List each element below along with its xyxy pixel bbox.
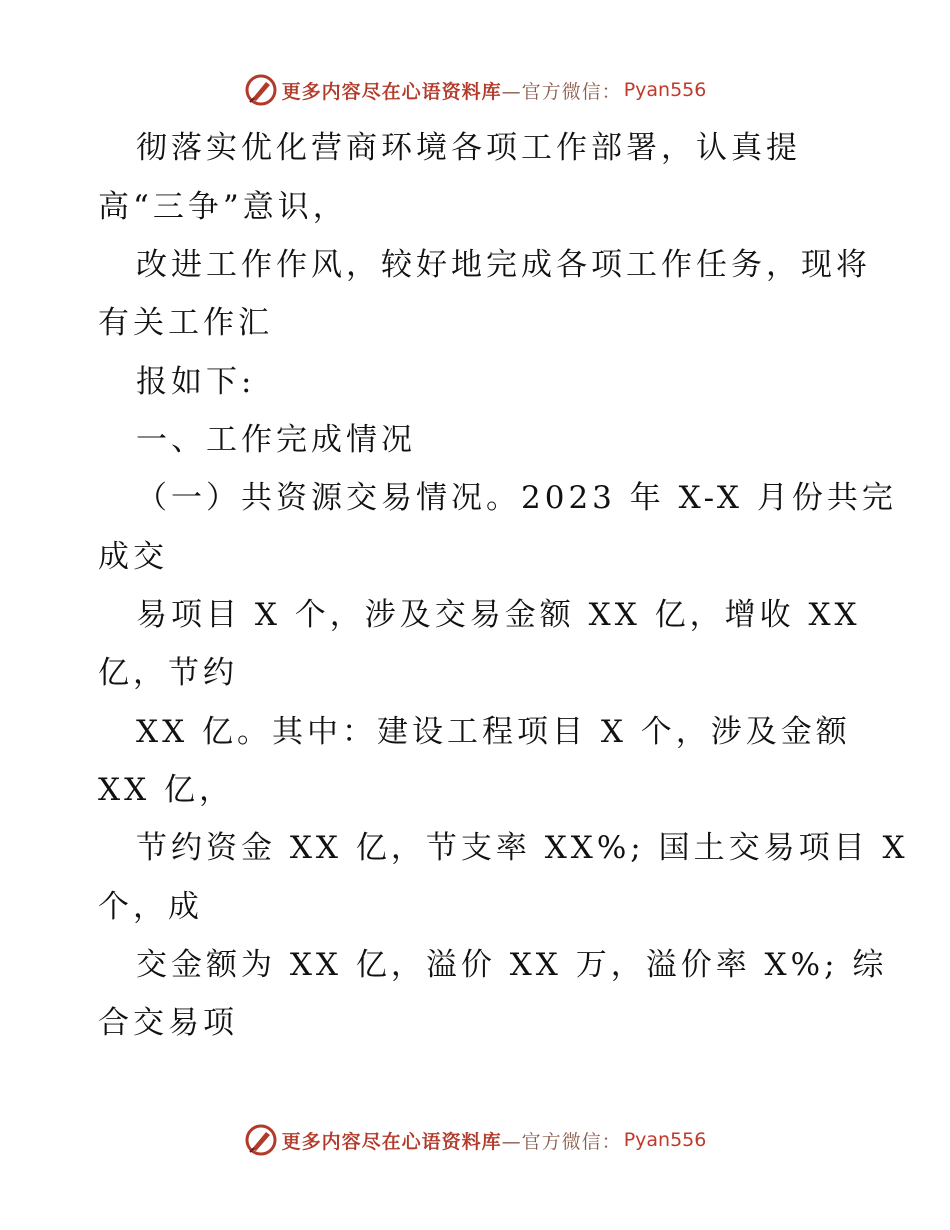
text-line: 交金额为 XX 亿，溢价 XX 万，溢价率 X%; 综 — [136, 947, 888, 983]
banner-wechat-id: Pyan556 — [623, 79, 707, 101]
header-banner — [0, 70, 950, 110]
footer-banner — [0, 1120, 950, 1160]
text-line: 个，成 — [98, 889, 203, 925]
text-line: 成交 — [98, 539, 168, 575]
text-line: 亿，节约 — [98, 655, 238, 691]
text-line: （一）共资源交易情况。2023 年 X-X 月份共完 — [136, 480, 897, 516]
text-line: 彻落实优化营商环境各项工作部署，认真提 — [136, 130, 801, 166]
banner-main-text: 更多内容尽在心语资料库 — [281, 80, 502, 103]
banner-separator-text: —官方微信： — [501, 1130, 622, 1153]
text-line: 节约资金 XX 亿，节支率 XX%; 国土交易项目 X — [136, 830, 909, 866]
text-line: 易项目 X 个，涉及交易金额 XX 亿，增收 XX — [136, 597, 861, 633]
banner-wechat-id: Pyan556 — [623, 1129, 707, 1151]
text-line: 有关工作汇 — [98, 305, 273, 341]
quill-logo-icon — [244, 1123, 278, 1157]
section-heading: 一、工作完成情况 — [136, 422, 416, 458]
text-line: 高“三争”意识， — [98, 189, 348, 225]
text-line: 改进工作作风，较好地完成各项工作任务，现将 — [136, 247, 871, 283]
banner-main-text: 更多内容尽在心语资料库 — [281, 1130, 502, 1153]
text-line: XX 亿， — [98, 772, 234, 808]
text-line: 报如下: — [136, 364, 256, 400]
text-line: 合交易项 — [98, 1005, 238, 1041]
text-line: XX 亿。其中：建设工程项目 X 个，涉及金额 — [136, 714, 851, 750]
banner-separator-text: —官方微信： — [501, 80, 622, 103]
quill-logo-icon — [244, 73, 278, 107]
